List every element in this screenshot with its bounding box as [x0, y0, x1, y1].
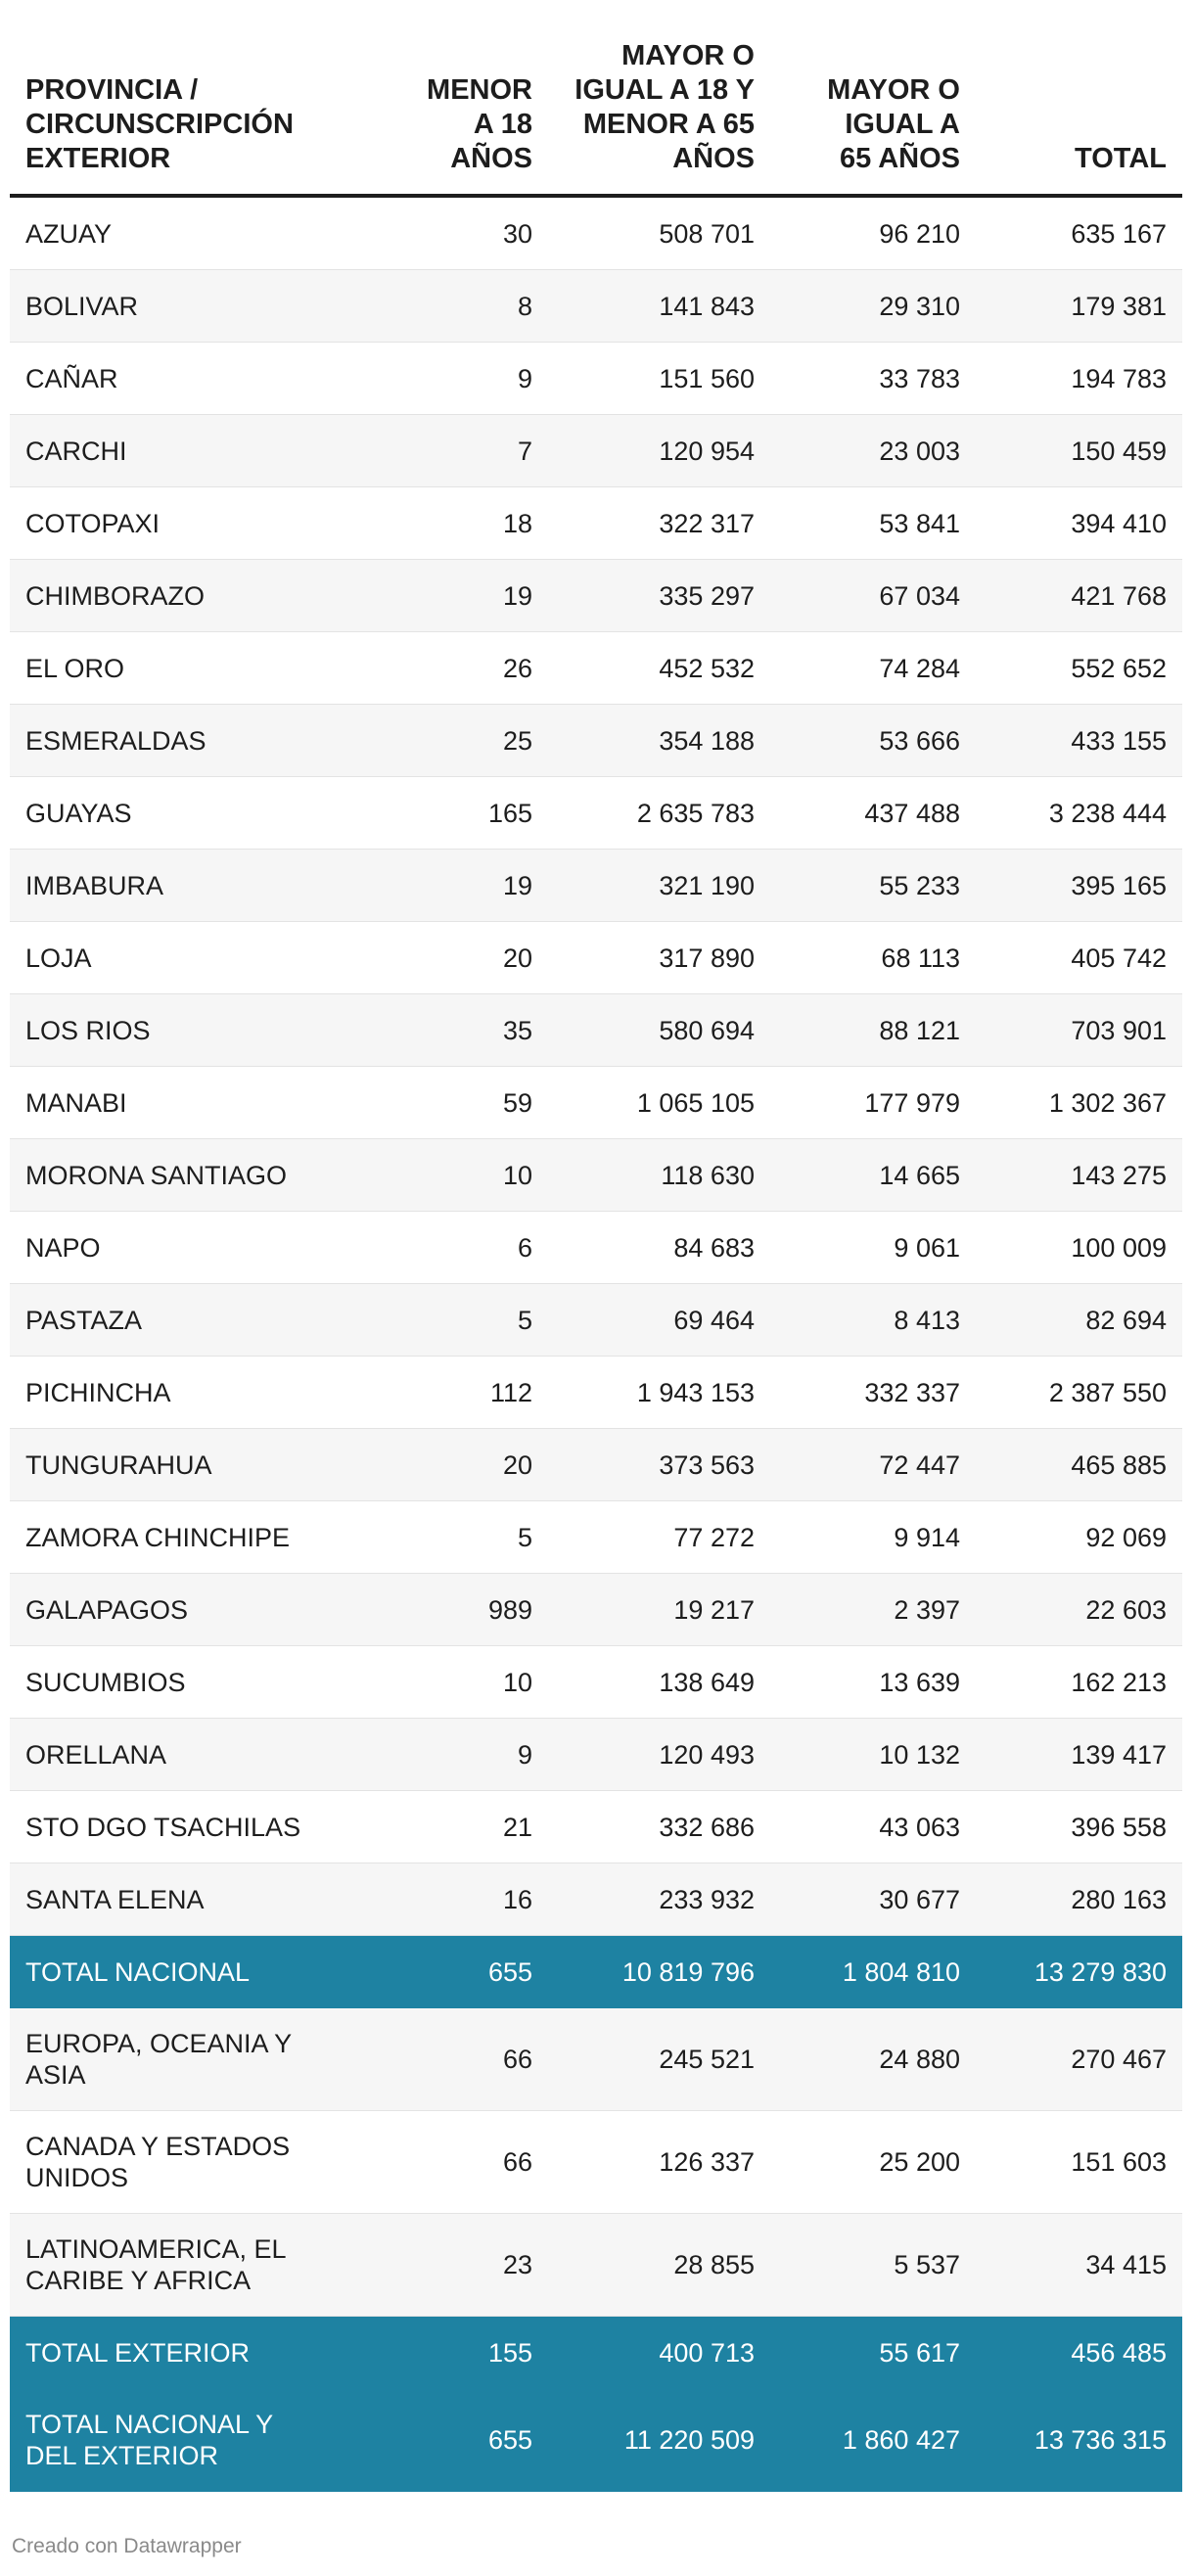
- cell-menor-18: 21: [372, 1791, 548, 1863]
- cell-entre-18-65: 317 890: [548, 922, 770, 994]
- cell-provincia: [10, 1863, 372, 1936]
- cell-mayor-65: 88 121: [770, 994, 976, 1067]
- cell-provincia: [10, 2214, 372, 2317]
- cell-label: MORONA SANTIAGO: [25, 1160, 288, 1190]
- total-row: [10, 2317, 1182, 2389]
- cell-mayor-65: 177 979: [770, 1067, 976, 1139]
- cell-mayor-65: 25 200: [770, 2111, 976, 2214]
- cell-mayor-65: 23 003: [770, 415, 976, 487]
- cell-provincia: [10, 994, 372, 1067]
- cell-menor-18: 7: [372, 415, 548, 487]
- cell-mayor-65: 74 284: [770, 632, 976, 705]
- cell-entre-18-65: 508 701: [548, 196, 770, 270]
- cell-total: 703 901: [976, 994, 1182, 1067]
- cell-menor-18: 155: [372, 2317, 548, 2389]
- cell-provincia: [10, 1791, 372, 1863]
- table-row: [10, 705, 1182, 777]
- cell-menor-18: 5: [372, 1501, 548, 1574]
- cell-menor-18: 20: [372, 1429, 548, 1501]
- cell-mayor-65: 43 063: [770, 1791, 976, 1863]
- column-header-menor-18[interactable]: MENOR A 18 AÑOS: [372, 39, 548, 196]
- cell-provincia: [10, 2317, 372, 2389]
- cell-total: 13 279 830: [976, 1936, 1182, 2008]
- cell-menor-18: 26: [372, 632, 548, 705]
- table-row: [10, 2111, 1182, 2214]
- cell-entre-18-65: 138 649: [548, 1646, 770, 1719]
- cell-label: TUNGURAHUA: [25, 1449, 212, 1480]
- cell-provincia: [10, 343, 372, 415]
- table-row: [10, 1139, 1182, 1212]
- cell-entre-18-65: 120 954: [548, 415, 770, 487]
- column-header-provincia[interactable]: PROVINCIA / CIRCUNSCRIPCIÓN EXTERIOR: [10, 39, 372, 196]
- cell-menor-18: 30: [372, 196, 548, 270]
- cell-entre-18-65: 151 560: [548, 343, 770, 415]
- cell-mayor-65: 14 665: [770, 1139, 976, 1212]
- cell-mayor-65: 8 413: [770, 1284, 976, 1357]
- cell-total: 139 417: [976, 1719, 1182, 1791]
- table-row: [10, 560, 1182, 632]
- total-row: [10, 2389, 1182, 2492]
- cell-entre-18-65: 1 065 105: [548, 1067, 770, 1139]
- cell-total: 395 165: [976, 850, 1182, 922]
- cell-menor-18: 8: [372, 270, 548, 343]
- cell-provincia: [10, 922, 372, 994]
- table-body: [10, 196, 1182, 2492]
- cell-provincia: [10, 632, 372, 705]
- cell-provincia: [10, 2111, 372, 2214]
- cell-label: SANTA ELENA: [25, 1884, 205, 1914]
- cell-mayor-65: 33 783: [770, 343, 976, 415]
- cell-menor-18: 655: [372, 1936, 548, 2008]
- cell-menor-18: 655: [372, 2389, 548, 2492]
- cell-total: 456 485: [976, 2317, 1182, 2389]
- table-row: [10, 270, 1182, 343]
- cell-mayor-65: 10 132: [770, 1719, 976, 1791]
- cell-total: 421 768: [976, 560, 1182, 632]
- cell-entre-18-65: 28 855: [548, 2214, 770, 2317]
- cell-menor-18: 165: [372, 777, 548, 850]
- cell-total: 179 381: [976, 270, 1182, 343]
- cell-menor-18: 66: [372, 2111, 548, 2214]
- cell-menor-18: 10: [372, 1646, 548, 1719]
- cell-total: 150 459: [976, 415, 1182, 487]
- table-row: [10, 1719, 1182, 1791]
- cell-label: CHIMBORAZO: [25, 580, 206, 611]
- column-header-total[interactable]: TOTAL: [976, 39, 1182, 196]
- table-row: [10, 1212, 1182, 1284]
- cell-entre-18-65: 373 563: [548, 1429, 770, 1501]
- table-row: [10, 2008, 1182, 2111]
- cell-entre-18-65: 10 819 796: [548, 1936, 770, 2008]
- cell-entre-18-65: 77 272: [548, 1501, 770, 1574]
- cell-provincia: [10, 1212, 372, 1284]
- cell-total: 22 603: [976, 1574, 1182, 1646]
- cell-provincia: [10, 1429, 372, 1501]
- cell-label: CARCHI: [25, 436, 127, 466]
- cell-menor-18: 9: [372, 343, 548, 415]
- cell-total: 143 275: [976, 1139, 1182, 1212]
- table-row: [10, 1357, 1182, 1429]
- cell-mayor-65: 53 666: [770, 705, 976, 777]
- cell-label: EL ORO: [25, 653, 125, 683]
- cell-mayor-65: 9 914: [770, 1501, 976, 1574]
- cell-provincia: [10, 487, 372, 560]
- cell-label: AZUAY: [25, 218, 113, 249]
- cell-provincia: [10, 1067, 372, 1139]
- cell-label: LATINOAMERICA, EL CARIBE Y AFRICA: [25, 2234, 286, 2295]
- cell-menor-18: 35: [372, 994, 548, 1067]
- cell-mayor-65: 13 639: [770, 1646, 976, 1719]
- cell-mayor-65: 1 804 810: [770, 1936, 976, 2008]
- cell-entre-18-65: 19 217: [548, 1574, 770, 1646]
- table-row: [10, 196, 1182, 270]
- cell-label: LOS RIOS: [25, 1015, 151, 1045]
- table-row: [10, 1791, 1182, 1863]
- cell-entre-18-65: 580 694: [548, 994, 770, 1067]
- cell-label: EUROPA, OCEANIA Y ASIA: [25, 2029, 292, 2090]
- cell-menor-18: 59: [372, 1067, 548, 1139]
- column-header-mayor-65[interactable]: MAYOR O IGUAL A 65 AÑOS: [770, 39, 976, 196]
- cell-entre-18-65: 120 493: [548, 1719, 770, 1791]
- cell-label: IMBABURA: [25, 870, 164, 900]
- table-row: [10, 1574, 1182, 1646]
- table-row: [10, 1863, 1182, 1936]
- cell-entre-18-65: 452 532: [548, 632, 770, 705]
- cell-total: 394 410: [976, 487, 1182, 560]
- cell-mayor-65: 68 113: [770, 922, 976, 994]
- cell-menor-18: 19: [372, 560, 548, 632]
- cell-label: CAÑAR: [25, 363, 118, 393]
- cell-provincia: [10, 777, 372, 850]
- table-row: [10, 1646, 1182, 1719]
- cell-total: 552 652: [976, 632, 1182, 705]
- table-row: [10, 1284, 1182, 1357]
- cell-label: GALAPAGOS: [25, 1594, 189, 1625]
- cell-total: 194 783: [976, 343, 1182, 415]
- cell-label: STO DGO TSACHILAS: [25, 1812, 301, 1842]
- cell-menor-18: 6: [372, 1212, 548, 1284]
- cell-label: TOTAL EXTERIOR: [25, 2337, 251, 2368]
- cell-menor-18: 989: [372, 1574, 548, 1646]
- cell-mayor-65: 55 233: [770, 850, 976, 922]
- cell-provincia: [10, 270, 372, 343]
- cell-mayor-65: 1 860 427: [770, 2389, 976, 2492]
- cell-provincia: [10, 1936, 372, 2008]
- cell-provincia: [10, 1501, 372, 1574]
- cell-label: MANABI: [25, 1087, 127, 1118]
- cell-entre-18-65: 322 317: [548, 487, 770, 560]
- cell-provincia: [10, 1139, 372, 1212]
- cell-entre-18-65: 118 630: [548, 1139, 770, 1212]
- cell-mayor-65: 5 537: [770, 2214, 976, 2317]
- cell-provincia: [10, 1719, 372, 1791]
- cell-total: 92 069: [976, 1501, 1182, 1574]
- cell-label: COTOPAXI: [25, 508, 161, 538]
- cell-total: 465 885: [976, 1429, 1182, 1501]
- table-row: [10, 850, 1182, 922]
- table-header-row: [10, 39, 1182, 196]
- cell-menor-18: 25: [372, 705, 548, 777]
- cell-mayor-65: 29 310: [770, 270, 976, 343]
- cell-mayor-65: 96 210: [770, 196, 976, 270]
- cell-total: 396 558: [976, 1791, 1182, 1863]
- cell-provincia: [10, 415, 372, 487]
- table-row: [10, 1067, 1182, 1139]
- cell-menor-18: 10: [372, 1139, 548, 1212]
- cell-entre-18-65: 1 943 153: [548, 1357, 770, 1429]
- cell-label: SUCUMBIOS: [25, 1667, 186, 1697]
- cell-label: GUAYAS: [25, 798, 132, 828]
- cell-total: 82 694: [976, 1284, 1182, 1357]
- cell-provincia: [10, 560, 372, 632]
- cell-label: ORELLANA: [25, 1739, 167, 1770]
- cell-provincia: [10, 196, 372, 270]
- table-row: [10, 922, 1182, 994]
- cell-entre-18-65: 141 843: [548, 270, 770, 343]
- cell-total: 13 736 315: [976, 2389, 1182, 2492]
- cell-entre-18-65: 2 635 783: [548, 777, 770, 850]
- cell-menor-18: 5: [372, 1284, 548, 1357]
- cell-mayor-65: 53 841: [770, 487, 976, 560]
- footer-credit: Creado con Datawrapper: [12, 2535, 242, 2557]
- cell-mayor-65: 72 447: [770, 1429, 976, 1501]
- cell-menor-18: 19: [372, 850, 548, 922]
- cell-label: ZAMORA CHINCHIPE: [25, 1522, 291, 1552]
- cell-label: PICHINCHA: [25, 1377, 171, 1407]
- cell-provincia: [10, 2389, 372, 2492]
- table-row: [10, 487, 1182, 560]
- cell-entre-18-65: 332 686: [548, 1791, 770, 1863]
- cell-mayor-65: 437 488: [770, 777, 976, 850]
- data-table: [10, 39, 1182, 2492]
- cell-label: ESMERALDAS: [25, 725, 207, 756]
- cell-menor-18: 23: [372, 2214, 548, 2317]
- cell-total: 162 213: [976, 1646, 1182, 1719]
- cell-entre-18-65: 245 521: [548, 2008, 770, 2111]
- cell-mayor-65: 9 061: [770, 1212, 976, 1284]
- cell-total: 280 163: [976, 1863, 1182, 1936]
- cell-menor-18: 112: [372, 1357, 548, 1429]
- cell-label: PASTAZA: [25, 1305, 143, 1335]
- table-row: [10, 2214, 1182, 2317]
- cell-total: 2 387 550: [976, 1357, 1182, 1429]
- cell-label: TOTAL NACIONAL Y DEL EXTERIOR: [25, 2410, 273, 2470]
- cell-mayor-65: 55 617: [770, 2317, 976, 2389]
- cell-total: 635 167: [976, 196, 1182, 270]
- cell-entre-18-65: 233 932: [548, 1863, 770, 1936]
- cell-entre-18-65: 69 464: [548, 1284, 770, 1357]
- column-header-entre-18-65[interactable]: MAYOR O IGUAL A 18 Y MENOR A 65 AÑOS: [548, 39, 770, 196]
- cell-label: CANADA Y ESTADOS UNIDOS: [25, 2132, 291, 2192]
- cell-provincia: [10, 1646, 372, 1719]
- cell-mayor-65: 332 337: [770, 1357, 976, 1429]
- cell-entre-18-65: 126 337: [548, 2111, 770, 2214]
- cell-total: 1 302 367: [976, 1067, 1182, 1139]
- cell-total: 3 238 444: [976, 777, 1182, 850]
- cell-total: 100 009: [976, 1212, 1182, 1284]
- cell-entre-18-65: 335 297: [548, 560, 770, 632]
- cell-menor-18: 18: [372, 487, 548, 560]
- cell-label: BOLIVAR: [25, 291, 139, 321]
- cell-label: LOJA: [25, 943, 92, 973]
- cell-provincia: [10, 705, 372, 777]
- data-table-container: [10, 39, 1182, 2492]
- cell-total: 405 742: [976, 922, 1182, 994]
- cell-provincia: [10, 1357, 372, 1429]
- table-row: [10, 777, 1182, 850]
- cell-provincia: [10, 2008, 372, 2111]
- table-row: [10, 994, 1182, 1067]
- cell-total: 34 415: [976, 2214, 1182, 2317]
- cell-mayor-65: 67 034: [770, 560, 976, 632]
- cell-mayor-65: 24 880: [770, 2008, 976, 2111]
- cell-total: 270 467: [976, 2008, 1182, 2111]
- cell-total: 151 603: [976, 2111, 1182, 2214]
- table-row: [10, 1429, 1182, 1501]
- table-row: [10, 415, 1182, 487]
- table-row: [10, 343, 1182, 415]
- table-row: [10, 632, 1182, 705]
- cell-provincia: [10, 1574, 372, 1646]
- total-row: [10, 1936, 1182, 2008]
- cell-provincia: [10, 1284, 372, 1357]
- cell-entre-18-65: 354 188: [548, 705, 770, 777]
- cell-total: 433 155: [976, 705, 1182, 777]
- cell-menor-18: 20: [372, 922, 548, 994]
- cell-label: NAPO: [25, 1232, 101, 1263]
- cell-menor-18: 9: [372, 1719, 548, 1791]
- table-row: [10, 1501, 1182, 1574]
- cell-menor-18: 66: [372, 2008, 548, 2111]
- cell-entre-18-65: 11 220 509: [548, 2389, 770, 2492]
- cell-provincia: [10, 850, 372, 922]
- cell-entre-18-65: 321 190: [548, 850, 770, 922]
- cell-entre-18-65: 84 683: [548, 1212, 770, 1284]
- cell-mayor-65: 2 397: [770, 1574, 976, 1646]
- cell-entre-18-65: 400 713: [548, 2317, 770, 2389]
- cell-menor-18: 16: [372, 1863, 548, 1936]
- cell-label: TOTAL NACIONAL: [25, 1956, 251, 1987]
- cell-mayor-65: 30 677: [770, 1863, 976, 1936]
